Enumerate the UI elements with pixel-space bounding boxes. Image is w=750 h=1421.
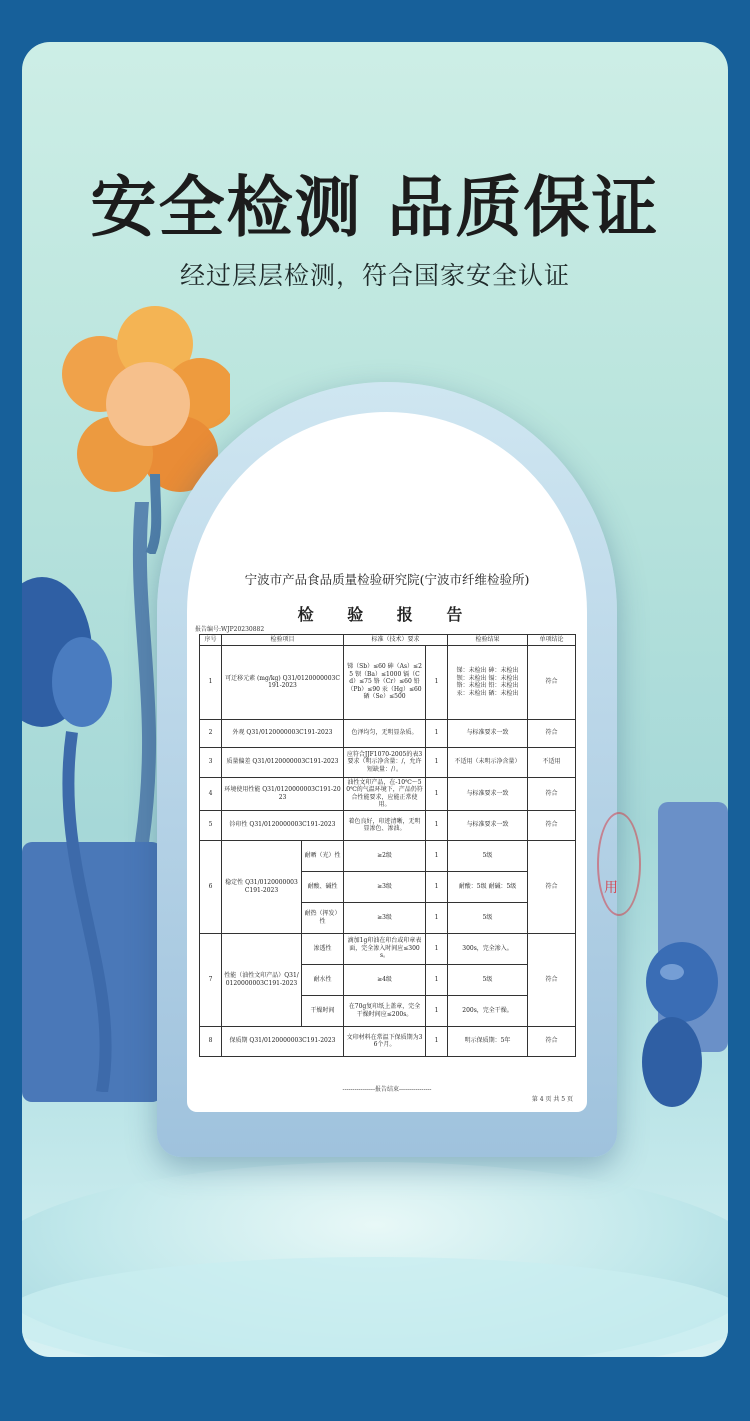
header-result: 检验结果 (448, 635, 528, 646)
cell-result: 不适用（未明示净含量） (448, 747, 528, 777)
cell-qty: 1 (426, 933, 448, 964)
cell-qty: 1 (426, 995, 448, 1026)
page-number: 第 4 页 共 5 页 (531, 1096, 573, 1103)
cell-result: 5级 (448, 902, 528, 933)
cell-qty: 1 (426, 810, 448, 840)
cell-conclusion: 符合 (528, 840, 576, 933)
cell-result: 200s，完全干燥。 (448, 995, 528, 1026)
cell-subitem: 耐酸、碱性 (302, 871, 344, 902)
cell-qty: 1 (426, 1026, 448, 1056)
table-row (200, 840, 576, 871)
cell-no: 2 (200, 719, 222, 747)
report-paper (187, 412, 587, 1112)
podium-base (22, 1257, 728, 1357)
cell-req: ≥3级 (344, 902, 426, 933)
cell-no: 7 (200, 933, 222, 1026)
header-conclusion: 单项结论 (528, 635, 576, 646)
cell-req: 锑（Sb）≤60 砷（As）≤25 钡（Ba）≤1000 镉（Cd）≤75 铬（Cr）≤60 铅（Pb）≤90 汞（Hg）≤60 硒（Se）≤500 (344, 645, 426, 719)
table-header-row (200, 635, 576, 646)
cell-req: 文印材料在常温下保质期为36个月。 (344, 1026, 426, 1056)
cell-qty: 1 (426, 871, 448, 902)
cell-conclusion: 符合 (528, 810, 576, 840)
cell-result: 与标准要求一致 (448, 810, 528, 840)
report-title: 检 验 报 告 (297, 605, 477, 624)
poster-frame (22, 42, 728, 1357)
cell-subitem: 干燥时间 (302, 995, 344, 1026)
cell-req: 色泽均匀，无明显杂质。 (344, 719, 426, 747)
cell-req: ≥4级 (344, 964, 426, 995)
blue-bud-left-icon (22, 572, 132, 1092)
cell-item: 保质期 Q31/0120000003C191-2023 (222, 1026, 344, 1056)
report-number: 报告编号:WJP20230882 (195, 626, 265, 633)
cell-qty: 1 (426, 964, 448, 995)
cell-conclusion: 符合 (528, 645, 576, 719)
cell-conclusion: 符合 (528, 719, 576, 747)
cell-result: 与标准要求一致 (448, 777, 528, 810)
cell-result: 明示保质期：5年 (448, 1026, 528, 1056)
report-table (199, 634, 576, 1057)
header-requirement: 标准（技术）要求 (344, 635, 448, 646)
cell-result: 5级 (448, 964, 528, 995)
cell-result: 与标准要求一致 (448, 719, 528, 747)
cell-qty: 1 (426, 777, 448, 810)
cell-qty: 1 (426, 645, 448, 719)
cell-item: 稳定性 Q31/0120000003C191-2023 (222, 840, 302, 933)
table-row (200, 719, 576, 747)
cell-no: 6 (200, 840, 222, 933)
subheadline: 经过层层检测，符合国家安全认证 (179, 261, 570, 290)
cell-qty: 1 (426, 719, 448, 747)
cell-subitem: 耐水性 (302, 964, 344, 995)
cell-conclusion: 符合 (528, 933, 576, 1026)
cell-req: 滴加1g印油在印台或印章表面，完全渗入时间应≤300s。 (344, 933, 426, 964)
cell-subitem: 渗透性 (302, 933, 344, 964)
cell-qty: 1 (426, 747, 448, 777)
header-no: 序号 (200, 635, 222, 646)
table-row (200, 810, 576, 840)
cell-item: 性能（油性文印产品）Q31/0120000003C191-2023 (222, 933, 302, 1026)
cell-item: 环境使用性能 Q31/0120000003C191-2023 (222, 777, 344, 810)
cell-no: 3 (200, 747, 222, 777)
header-item: 检验项目 (222, 635, 344, 646)
table-row (200, 747, 576, 777)
cell-no: 5 (200, 810, 222, 840)
cell-no: 1 (200, 645, 222, 719)
report-organization: 宁波市产品食品质量检验研究院(宁波市纤维检验所) (244, 572, 530, 587)
report-end-line: ----------------报告结束---------------- (342, 1086, 432, 1093)
cell-req: ≥3级 (344, 871, 426, 902)
red-stamp (597, 812, 641, 916)
cell-req: ≥2级 (344, 840, 426, 871)
cell-req: 应符合JJF1070-2005的表3要求（明示净含量：/，允许短缺量：/）。 (344, 747, 426, 777)
cell-conclusion: 不适用 (528, 747, 576, 777)
cell-no: 4 (200, 777, 222, 810)
cell-conclusion: 符合 (528, 1026, 576, 1056)
cell-item: 可迁移元素 (mg/kg) Q31/0120000003C191-2023 (222, 645, 344, 719)
cell-result: 耐酸：5级 耐碱：5级 (448, 871, 528, 902)
cell-subitem: 耐热（挥发）性 (302, 902, 344, 933)
cell-subitem: 耐晒（光）性 (302, 840, 344, 871)
cell-no: 8 (200, 1026, 222, 1056)
table-row (200, 777, 576, 810)
cell-result: 锑：未检出 砷：未检出 钡：未检出 镉：未检出 铬：未检出 铅：未检出 汞：未检出 硒：未检出 (448, 645, 528, 719)
cell-conclusion: 符合 (528, 777, 576, 810)
blue-bud-right-icon (642, 942, 722, 1112)
cell-result: 5级 (448, 840, 528, 871)
cell-req: 油性文印产品，在-10℃～50℃的气温环境下，产品仍符合性能要求，应能正常使用。 (344, 777, 426, 810)
table-row (200, 645, 576, 719)
cell-result: 300s，完全渗入。 (448, 933, 528, 964)
cell-item: 质量偏差 Q31/0120000003C191-2023 (222, 747, 344, 777)
cell-item: 外观 Q31/0120000003C191-2023 (222, 719, 344, 747)
cell-req: 着色良好，印迹清晰，无明显渗色、渗油。 (344, 810, 426, 840)
cell-qty: 1 (426, 840, 448, 871)
stamp-text: 用 (604, 880, 618, 896)
table-row (200, 1026, 576, 1056)
headline: 安全检测 品质保证 (90, 169, 660, 246)
cell-qty: 1 (426, 902, 448, 933)
cell-req: 在70g复印纸上盖章，完全干燥时间应≤200s。 (344, 995, 426, 1026)
table-row (200, 933, 576, 964)
cell-item: 钤印性 Q31/0120000003C191-2023 (222, 810, 344, 840)
